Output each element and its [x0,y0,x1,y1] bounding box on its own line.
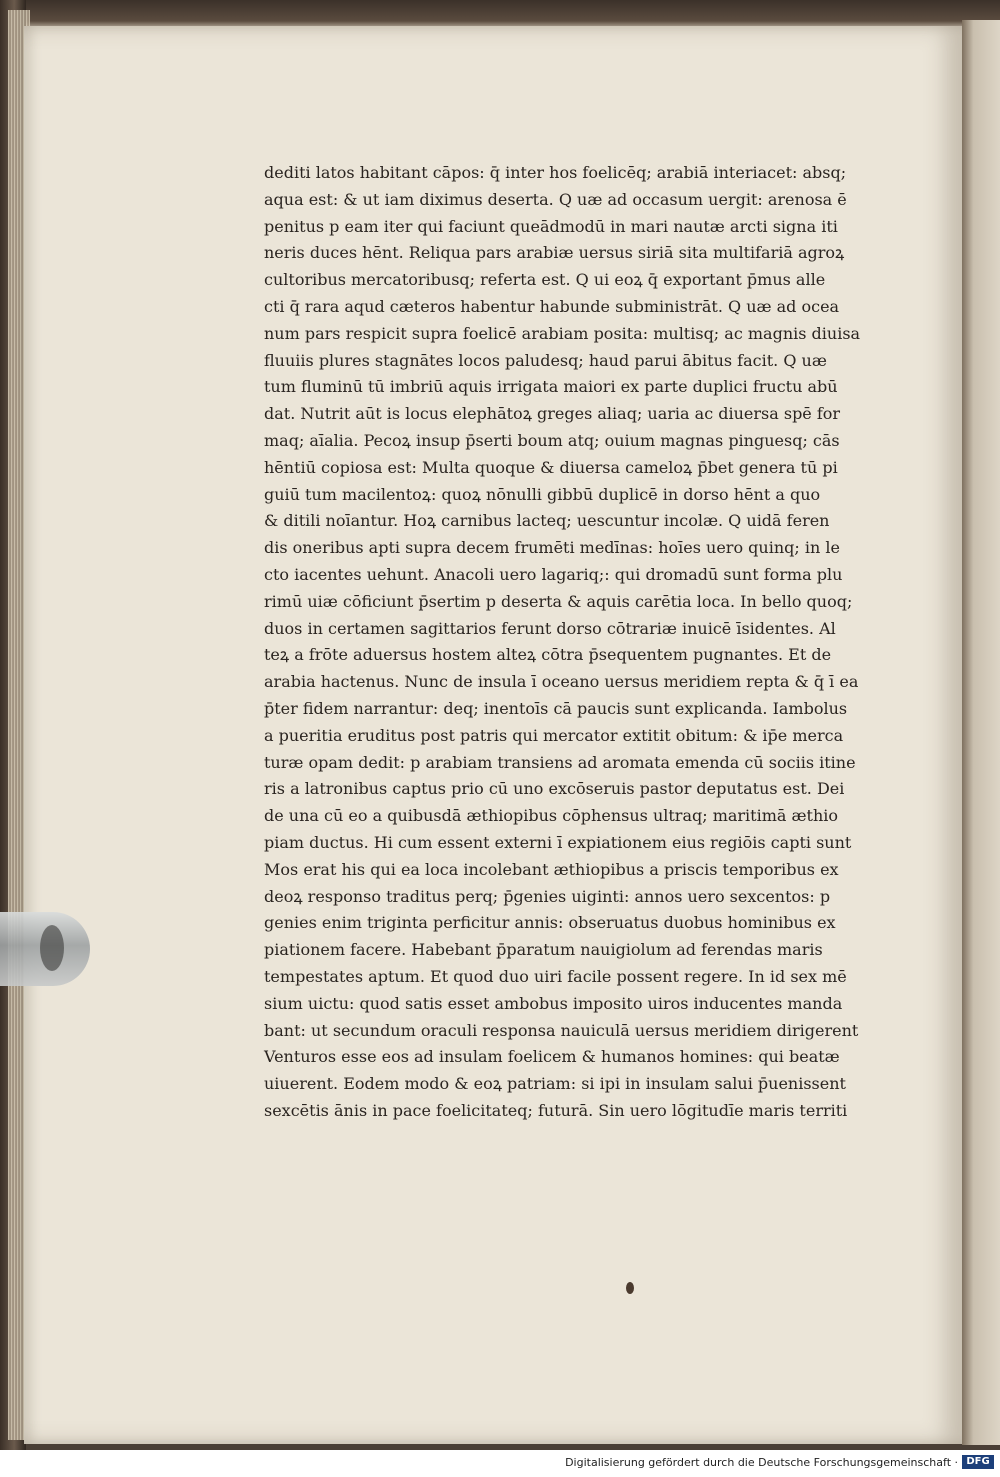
ink-smudge [626,1282,634,1294]
text-line: cto iacentes uehunt. Anacoli uero lagariq;: qui dromadū sunt forma plu [264,564,843,584]
text-line: aqua est: & ut iam diximus deserta. Q uæ ad occasum uergit: arenosa ē [264,189,847,209]
text-line: hēntiū copiosa est: Multa quoque & diuersa cameloꝝ p̄bet genera tū pi [264,457,838,477]
text-line: sium uictu: quod satis esset ambobus imposito uiros inducentes manda [264,993,843,1013]
text-line: dat. Nutrit aūt is locus elephātoꝝ greges aliaq; uaria ac diuersa spē for [264,404,841,424]
text-line: penitus p eam iter qui faciunt queādmodū in mari nautæ arcti signa iti [264,216,838,236]
text-line: cultoribus mercatoribusq; referta est. Q ui eoꝝ q̄ exportant p̄mus alle [264,270,826,290]
text-line: neris duces hēnt. Reliqua pars arabiæ uersus siriā sita multifariā agroꝝ [264,243,845,263]
text-line: num pars respicit supra foelicē arabiam posita: multisq; ac magnis diuisa [264,323,861,343]
text-line: dediti latos habitant cāpos: q̄ inter hos foelicēq; arabiā interiacet: absq; [264,163,847,182]
text-line: tum fluminū tū imbriū aquis irrigata maiori ex parte duplici fructu abū [264,377,838,397]
facing-page [962,20,1000,1445]
text-line: uiuerent. Eodem modo & eoꝝ patriam: si ipi in insulam salui p̄uenissent [264,1074,846,1094]
text-line: cti q̄ rara aqud cæteros habentur habunde subministrāt. Q uæ ad ocea [264,296,840,316]
text-line: & ditili noīantur. Hoꝝ carnibus lacteq; uescuntur incolæ. Q uidā feren [264,511,830,531]
text-line: piam ductus. Hi cum essent externi ī expiationem eius regiōis capti sunt [264,832,852,852]
text-line: Mos erat his qui ea loca incolebant æthiopibus a priscis temporibus ex [264,859,839,879]
text-line: sexcētis ānis in pace foelicitateq; futurā. Sin uero lōgitudīe maris territi [264,1100,848,1120]
dfg-logo: DFG [962,1455,994,1469]
text-line: maq; aīalia. Pecoꝝ insup p̄serti boum atq; ouium magnas pinguesq; cās [264,430,840,450]
page-text [264,160,864,1125]
text-line: turæ opam dedit: p arabiam transiens ad aromata emenda cū sociis itine [264,752,856,772]
footer-credit: Digitalisierung gefördert durch die Deutsche Forschungsgemeinschaft · [565,1456,958,1469]
text-line: de una cū eo a quibusdā æthiopibus cōphensus ultraq; maritimā æthio [264,806,839,826]
text-line: fluuiis plures stagnātes locos paludesq; haud parui ābitus facit. Q uæ [264,350,827,370]
text-line: piationem facere. Habebant p̄paratum nauigiolum ad ferendas maris [264,940,823,960]
text-line: teꝝ a frōte aduersus hostem alteꝝ cōtra p̄sequentem pugnantes. Et de [264,645,832,665]
clip-shadow [40,925,64,971]
text-line: Venturos esse eos ad insulam foelicem & humanos homines: qui beatæ [264,1047,840,1067]
text-line: rimū uiæ cōficiunt p̄sertim p deserta & aquis carētia loca. In bello quoq; [264,591,853,611]
text-line: ris a latronibus captus prio cū uno excōseruis pastor deputatus est. Dei [264,779,845,799]
text-line: genies enim triginta perficitur annis: obseruatus duobus hominibus ex [264,913,836,933]
text-line: dis oneribus apti supra decem frumēti medīnas: hoīes uero quinq; in le [264,538,840,558]
text-line: deoꝝ responso traditus perq; p̄genies uiginti: annos uero sexcentos: p [264,886,831,906]
text-line: guiū tum macilentoꝝ: quoꝝ nōnulli gibbū duplicē in dorso hēnt a quo [264,484,821,504]
text-line: duos in certamen sagittarios ferunt dorso cōtrariæ inuicē īsidentes. Al [264,618,836,638]
text-line: bant: ut secundum oraculi responsa nauiculā uersus meridiem dirigerent [264,1020,859,1040]
text-line: p̄ter fidem narrantur: deq; inentoīs cā paucis sunt explicanda. Iambolus [264,698,848,718]
text-line: a pueritia eruditus post patris qui mercator extitit obitum: & ip̄e merca [264,725,844,745]
text-line: arabia hactenus. Nunc de insula ī oceano uersus meridiem repta & q̄ ī ea [264,672,859,692]
text-line: tempestates aptum. Et quod duo uiri facile possent regere. In id sex mē [264,966,847,986]
